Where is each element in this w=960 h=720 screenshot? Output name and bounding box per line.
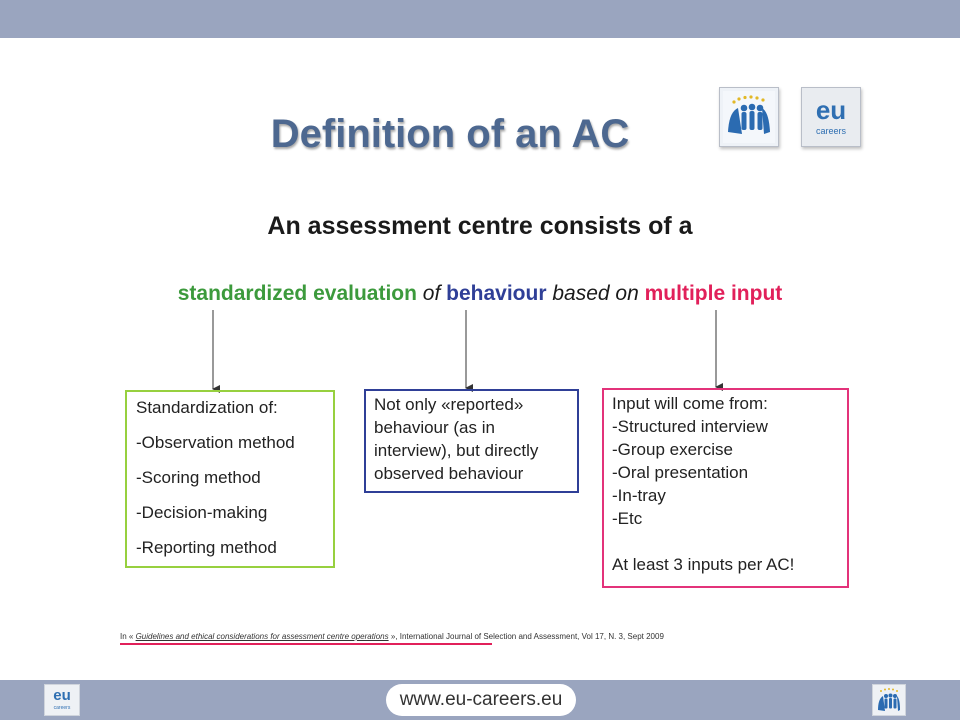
slide-subtitle: An assessment centre consists of a xyxy=(267,212,693,240)
standardization-box xyxy=(125,390,335,568)
standardization-line: -Scoring method xyxy=(136,468,261,487)
eu-logo-mark: eu xyxy=(815,95,847,125)
eu-logo-subtext: careers xyxy=(815,126,846,136)
slide-title: Definition of an AC xyxy=(270,112,630,156)
behaviour-term: behaviour xyxy=(446,282,547,305)
standardized-evaluation-term: standardized evaluation xyxy=(177,282,417,305)
behaviour-line: interview), but directly xyxy=(374,441,539,460)
citation-link[interactable]: Guidelines and ethical considerations for assessment centre operations xyxy=(135,632,389,641)
citation-suffix: », International Journal of Selection and Assessment, Vol 17, N. 3, Sept 2009 xyxy=(390,632,664,641)
footer-eu-careers-logo-icon xyxy=(44,684,80,716)
multiple-input-term: multiple input xyxy=(644,282,783,305)
behaviour-line: behaviour (as in xyxy=(374,418,495,437)
citation-prefix: In « xyxy=(120,632,134,641)
standardization-line: -Observation method xyxy=(136,433,295,452)
input-line: -Oral presentation xyxy=(612,463,749,482)
input-line: -In-tray xyxy=(612,486,666,505)
input-line: -Etc xyxy=(612,509,643,528)
standardization-line: -Reporting method xyxy=(136,538,277,557)
behaviour-box xyxy=(364,389,579,493)
citation-note xyxy=(120,632,840,642)
footer-logo-mark: eu xyxy=(53,687,71,704)
definition-of-word: of xyxy=(422,282,441,305)
standardization-line: -Decision-making xyxy=(136,503,268,522)
input-line: Input will come from: xyxy=(612,394,768,413)
footer-people-logo-icon xyxy=(872,684,906,716)
standardization-line: Standardization of: xyxy=(136,398,278,417)
behaviour-line: observed behaviour xyxy=(374,464,524,483)
behaviour-line: Not only «reported» xyxy=(374,395,524,414)
input-line: -Structured interview xyxy=(612,417,768,436)
definition-based-on: based on xyxy=(552,282,639,305)
footer-website-link[interactable]: www.eu-careers.eu xyxy=(386,684,576,716)
input-summary-line: At least 3 inputs per AC! xyxy=(612,555,795,574)
input-line: -Group exercise xyxy=(612,440,733,459)
input-spacer xyxy=(612,530,847,553)
footer-logo-subtext: careers xyxy=(53,705,71,711)
input-box xyxy=(602,388,849,588)
citation-highlight-line xyxy=(120,643,492,645)
